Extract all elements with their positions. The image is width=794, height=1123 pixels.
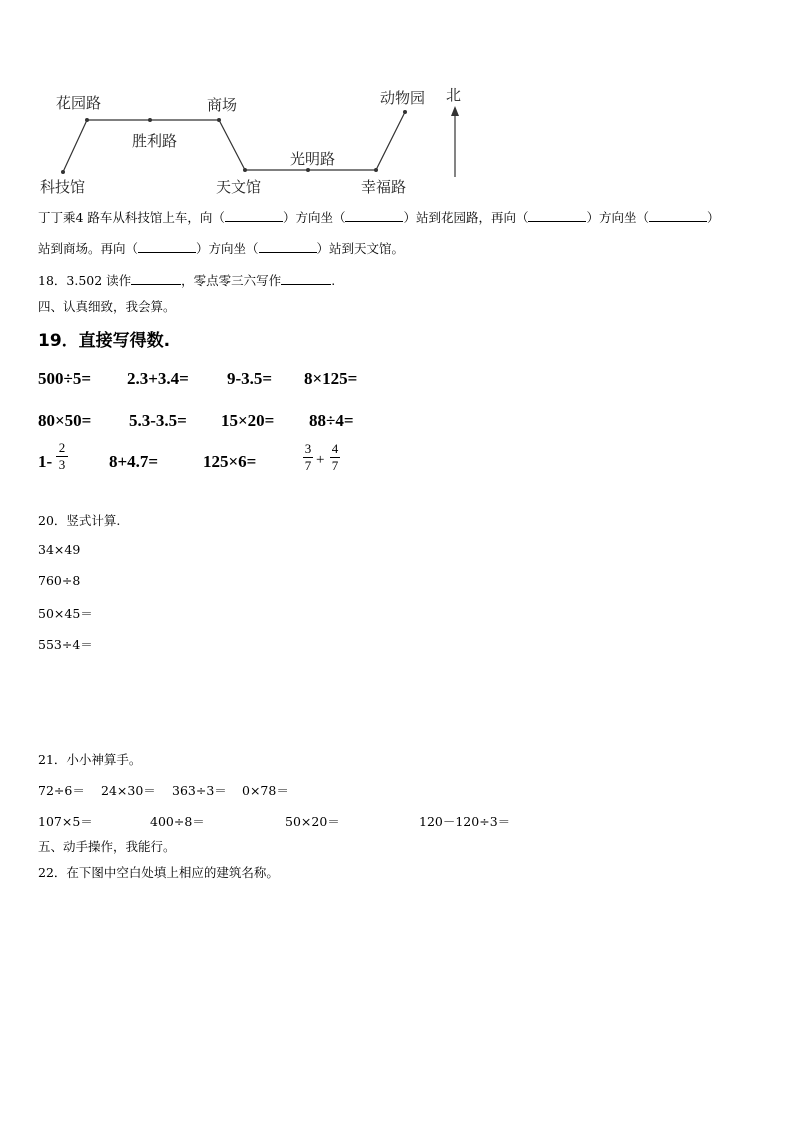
plus-sign: +: [316, 452, 325, 468]
answer-blank[interactable]: [138, 241, 196, 253]
q17-text: ）方向坐（: [282, 210, 346, 225]
q17-text: 站到商场。再向（: [38, 241, 139, 256]
answer-blank[interactable]: [528, 210, 586, 222]
stop-kejiguan: [61, 170, 65, 174]
q19-item: 1-: [38, 452, 53, 471]
q21-item: 107×5＝: [38, 814, 93, 829]
q19-item: 8×125=: [304, 369, 358, 388]
route-line: [63, 112, 405, 172]
section-four-heading: 四、认真细致，我会算。: [38, 299, 176, 314]
q19-item: 15×20=: [221, 411, 275, 430]
q20-item: 50×45＝: [38, 606, 93, 621]
q21-item: 120－120÷3＝: [419, 814, 511, 829]
answer-blank[interactable]: [649, 210, 707, 222]
q21-item: 400÷8＝: [150, 814, 205, 829]
label-planetarium: 天文馆: [216, 178, 262, 196]
q19-title: 19．直接写得数.: [38, 331, 171, 351]
fraction-four-sevenths: 4 7: [331, 441, 339, 473]
stop-xingfu: [374, 168, 378, 172]
q20-title: 20．竖式计算.: [38, 513, 121, 528]
q19-item: 5.3-3.5=: [129, 411, 187, 430]
q20-item: 553÷4＝: [38, 637, 93, 652]
q20-item: 760÷8: [38, 573, 81, 588]
q19-item: 80×50=: [38, 411, 92, 430]
stop-dongwuyuan: [403, 110, 407, 114]
q17-text: ）站到花园路，再向（: [403, 210, 529, 225]
label-mall: 商场: [207, 96, 238, 114]
fraction-two-thirds: 2 3: [56, 441, 68, 472]
label-science-museum: 科技馆: [40, 178, 86, 196]
answer-blank[interactable]: [281, 273, 331, 285]
q19-item: 9-3.5=: [227, 369, 273, 388]
q19-item: 8+4.7=: [109, 452, 159, 471]
q18: [38, 271, 335, 289]
label-north: 北: [446, 86, 462, 104]
q20-item: 34×49: [38, 542, 81, 557]
label-zoo: 动物园: [380, 89, 426, 107]
q19-item: 125×6=: [203, 452, 257, 471]
stop-shangchang: [217, 118, 221, 122]
answer-blank[interactable]: [225, 210, 283, 222]
stop-shengli: [148, 118, 152, 122]
north-arrow-head: [451, 106, 459, 116]
q18-text: ，零点零三六写作: [181, 273, 282, 288]
stop-tianwenguan: [243, 168, 247, 172]
q21-item: 24×30＝: [101, 783, 156, 798]
q21-item: 50×20＝: [285, 814, 340, 829]
section-five-heading: 五、动手操作，我能行。: [38, 839, 176, 854]
q17-text: ）: [706, 210, 720, 225]
q17-line2: [38, 239, 404, 257]
label-xingfu-road: 幸福路: [361, 178, 407, 196]
label-huayuan-road: 花园路: [56, 94, 102, 112]
q17-text: ）方向坐（: [586, 210, 649, 225]
q19-item: 88÷4=: [309, 411, 354, 430]
q17-text: ）站到天文馆。: [316, 241, 405, 256]
q17-line1: [38, 208, 720, 226]
label-shengli-road: 胜利路: [132, 132, 178, 150]
answer-blank[interactable]: [131, 273, 181, 285]
fraction-three-sevenths: 3 7: [304, 441, 312, 473]
q22-text: 22．在下图中空白处填上相应的建筑名称。: [38, 865, 279, 880]
q18-text: .: [331, 273, 336, 288]
q18-text: 18．3.502 读作: [38, 273, 132, 288]
q17-text: ）方向坐（: [196, 241, 259, 256]
answer-blank[interactable]: [259, 241, 317, 253]
q19-item: 2.3+3.4=: [127, 369, 189, 388]
q21-item: 0×78＝: [242, 783, 289, 798]
q17-text: 丁丁乘4 路车从科技馆上车，向（: [38, 210, 225, 225]
q21-title: 21．小小神算手。: [38, 752, 142, 767]
stop-huayuan: [85, 118, 89, 122]
q21-item: 72÷6＝: [38, 783, 85, 798]
q19-item: 500÷5=: [38, 369, 92, 388]
q21-item: 363÷3＝: [172, 783, 227, 798]
answer-blank[interactable]: [345, 210, 403, 222]
label-guangming-road: 光明路: [290, 150, 336, 168]
